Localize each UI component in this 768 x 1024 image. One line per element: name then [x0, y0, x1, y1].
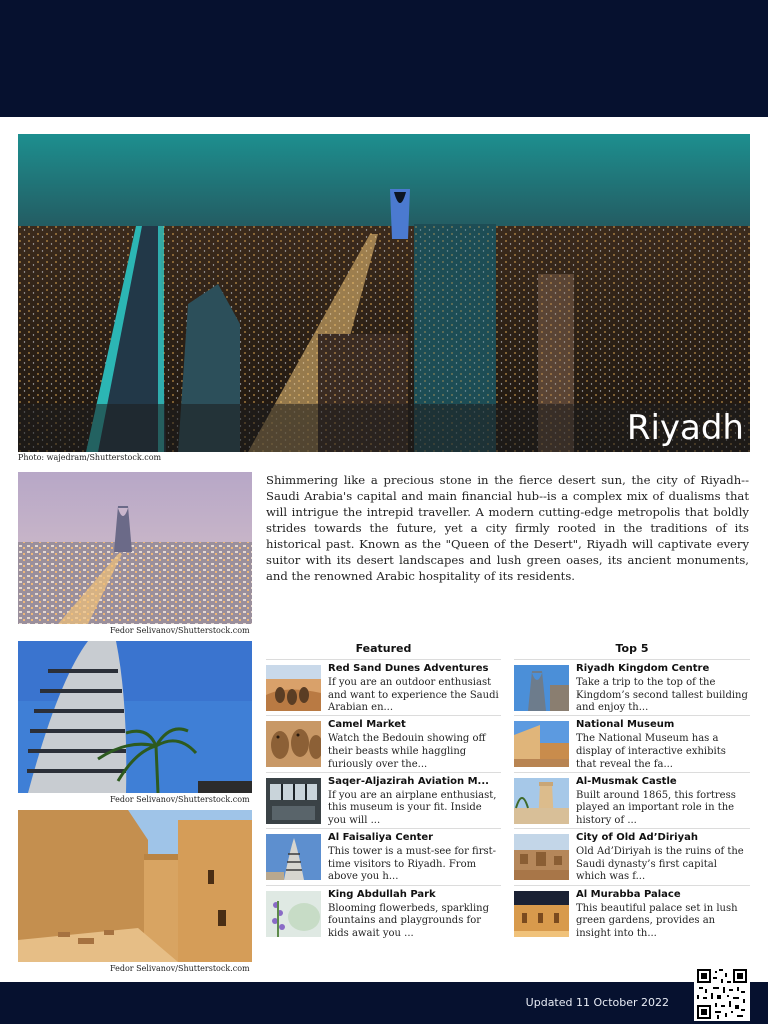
- side-photo-faisaliya: [18, 641, 252, 793]
- item-title: King Abdullah Park: [328, 888, 436, 900]
- thumbnail: [514, 891, 569, 937]
- intro-paragraph: Shimmering like a precious stone in the fierce desert sun, the city of Riyadh--Saudi Arabia's capital and main financial hub--is a complex mix of dualisms that will intrigue the intrepid traveller. A modern cutting-edge metropolis that boldly strides towards the future, yet a city firmly rooted in the traditions of its historical past. Known as the "Queen of the Desert", Riyadh will captivate every suitor with its desert landscapes and lush green oases, its ancient monuments, and the renowned Arabic hospitality of its residents.: [266, 473, 749, 583]
- thumbnail: [266, 778, 321, 824]
- list-item[interactable]: [514, 828, 750, 884]
- thumbnail: [266, 665, 321, 711]
- item-description: Watch the Bedouin showing off their beasts while haggling furiously over the...: [328, 733, 486, 770]
- item-description: Take a trip to the top of the Kingdom’s second tallest building and enjoy th...: [576, 677, 748, 714]
- side-photo-credit: Fedor Selivanov/Shutterstock.com: [110, 964, 250, 973]
- top5-list: [514, 659, 750, 941]
- item-title: Al Faisaliya Center: [328, 832, 434, 844]
- list-item[interactable]: [514, 715, 750, 771]
- list-item[interactable]: [514, 659, 750, 715]
- thumbnail: [514, 721, 569, 767]
- top5-heading: Top 5: [615, 642, 649, 655]
- side-photo-credit: Fedor Selivanov/Shutterstock.com: [110, 626, 250, 635]
- item-description: If you are an airplane enthusiast, this museum is your fit. Inside you will ...: [328, 789, 497, 826]
- thumbnail: [514, 778, 569, 824]
- item-title: Al Murabba Palace: [576, 888, 681, 900]
- qr-code[interactable]: [694, 967, 750, 1021]
- item-title: Saqer-Aljazirah Aviation M...: [328, 775, 489, 787]
- item-description: The National Museum has a display of interactive exhibits that reveal the fa...: [576, 733, 726, 770]
- list-item[interactable]: [266, 715, 501, 771]
- side-photo-diriyah: [18, 810, 252, 962]
- footer-band: [0, 982, 768, 1024]
- item-title: City of Old Ad’Diriyah: [576, 832, 698, 844]
- item-description: Old Ad’Diriyah is the ruins of the Saudi dynasty’s first capital which was f...: [576, 846, 744, 883]
- item-title: Camel Market: [328, 719, 406, 731]
- item-title: Riyadh Kingdom Centre: [576, 663, 710, 674]
- item-description: This beautiful palace set in lush green gardens, provides an insight into th...: [576, 902, 738, 939]
- featured-heading: Featured: [355, 642, 412, 655]
- list-item[interactable]: [266, 828, 501, 884]
- page-title: Riyadh: [626, 408, 744, 448]
- side-photo-skyline: [18, 472, 252, 624]
- list-item[interactable]: [266, 659, 501, 715]
- featured-list: [266, 659, 501, 941]
- list-item[interactable]: [514, 772, 750, 828]
- hero-image: [18, 134, 750, 452]
- list-item[interactable]: [266, 885, 501, 941]
- side-photo-credit: Fedor Selivanov/Shutterstock.com: [110, 795, 250, 804]
- item-title: National Museum: [576, 719, 675, 731]
- item-title: Al-Musmak Castle: [576, 775, 677, 787]
- list-item[interactable]: [266, 772, 501, 828]
- hero-photo-credit: Photo: wajedram/Shutterstock.com: [18, 453, 162, 462]
- item-description: This tower is a must-see for first-time visitors to Riyadh. From above you h...: [328, 846, 497, 883]
- thumbnail: [266, 834, 321, 880]
- item-description: If you are an outdoor enthusiast and want to experience the Saudi Arabian en...: [328, 677, 499, 714]
- list-item[interactable]: [514, 885, 750, 941]
- updated-date: Updated 11 October 2022: [525, 996, 669, 1009]
- thumbnail: [514, 665, 569, 711]
- item-description: Built around 1865, this fortress played an important role in the history of ...: [576, 789, 736, 826]
- item-title: Red Sand Dunes Adventures: [328, 663, 489, 674]
- header-band: [0, 0, 768, 117]
- item-description: Blooming flowerbeds, sparkling fountains and playgrounds for kids await you ...: [328, 902, 490, 939]
- thumbnail: [514, 834, 569, 880]
- thumbnail: [266, 891, 321, 937]
- thumbnail: [266, 721, 321, 767]
